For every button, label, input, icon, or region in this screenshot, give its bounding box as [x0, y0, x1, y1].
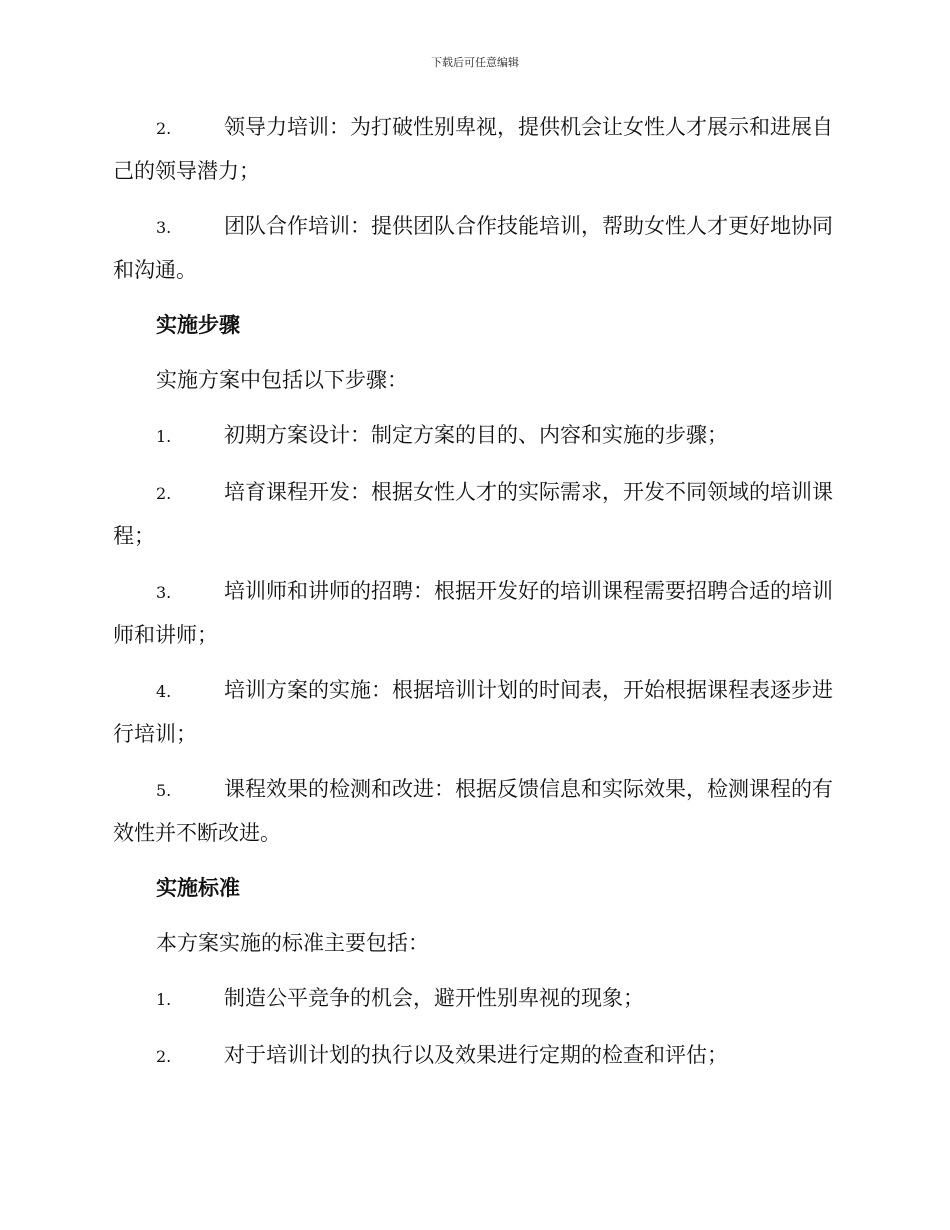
paragraph: 本方案实施的标准主要包括：: [156, 931, 429, 955]
list-number: 3.: [156, 583, 172, 602]
list-number: 3.: [156, 218, 172, 237]
list-number: 1.: [156, 427, 172, 446]
list-text: 培育课程开发：根据女性人才的实际需求，开发不同领域的培训课程；: [113, 480, 833, 548]
list-number: 1.: [156, 990, 172, 1009]
section-heading: 实施步骤: [156, 312, 240, 337]
list-item: [113, 414, 833, 458]
list-number: 2.: [156, 484, 172, 503]
list-number: 5.: [156, 781, 172, 800]
document-body: [113, 106, 833, 1091]
list-item: [113, 471, 833, 557]
list-number: 2.: [156, 1047, 172, 1066]
list-text: 培训方案的实施：根据培训计划的时间表，开始根据课程表逐步进行培训；: [113, 678, 833, 746]
list-text: 初期方案设计：制定方案的目的、内容和实施的步骤；: [224, 423, 728, 447]
section-heading: 实施标准: [156, 875, 240, 900]
list-text: 培训师和讲师的招聘：根据开发好的培训课程需要招聘合适的培训师和讲师；: [113, 579, 833, 647]
list-text: 领导力培训：为打破性别卑视，提供机会让女性人才展示和进展自己的领导潜力；: [113, 115, 833, 183]
list-item: [113, 106, 833, 192]
list-text: 对于培训计划的执行以及效果进行定期的检查和评估；: [224, 1043, 728, 1067]
list-item: [113, 669, 833, 755]
list-text: 团队合作培训：提供团队合作技能培训，帮助女性人才更好地协同和沟通。: [113, 214, 833, 282]
list-number: 4.: [156, 682, 172, 701]
list-text: 制造公平竞争的机会，避开性别卑视的现象；: [224, 986, 644, 1010]
list-item: [113, 977, 833, 1021]
list-item: [113, 570, 833, 656]
paragraph: 实施方案中包括以下步骤：: [156, 368, 408, 392]
list-number: 2.: [156, 119, 172, 138]
page-header: 下载后可任意编辑: [431, 56, 519, 69]
list-item: [113, 205, 833, 291]
list-item: [113, 1034, 833, 1078]
list-text: 课程效果的检测和改进：根据反馈信息和实际效果，检测课程的有效性并不断改进。: [113, 777, 833, 845]
list-item: [113, 768, 833, 854]
